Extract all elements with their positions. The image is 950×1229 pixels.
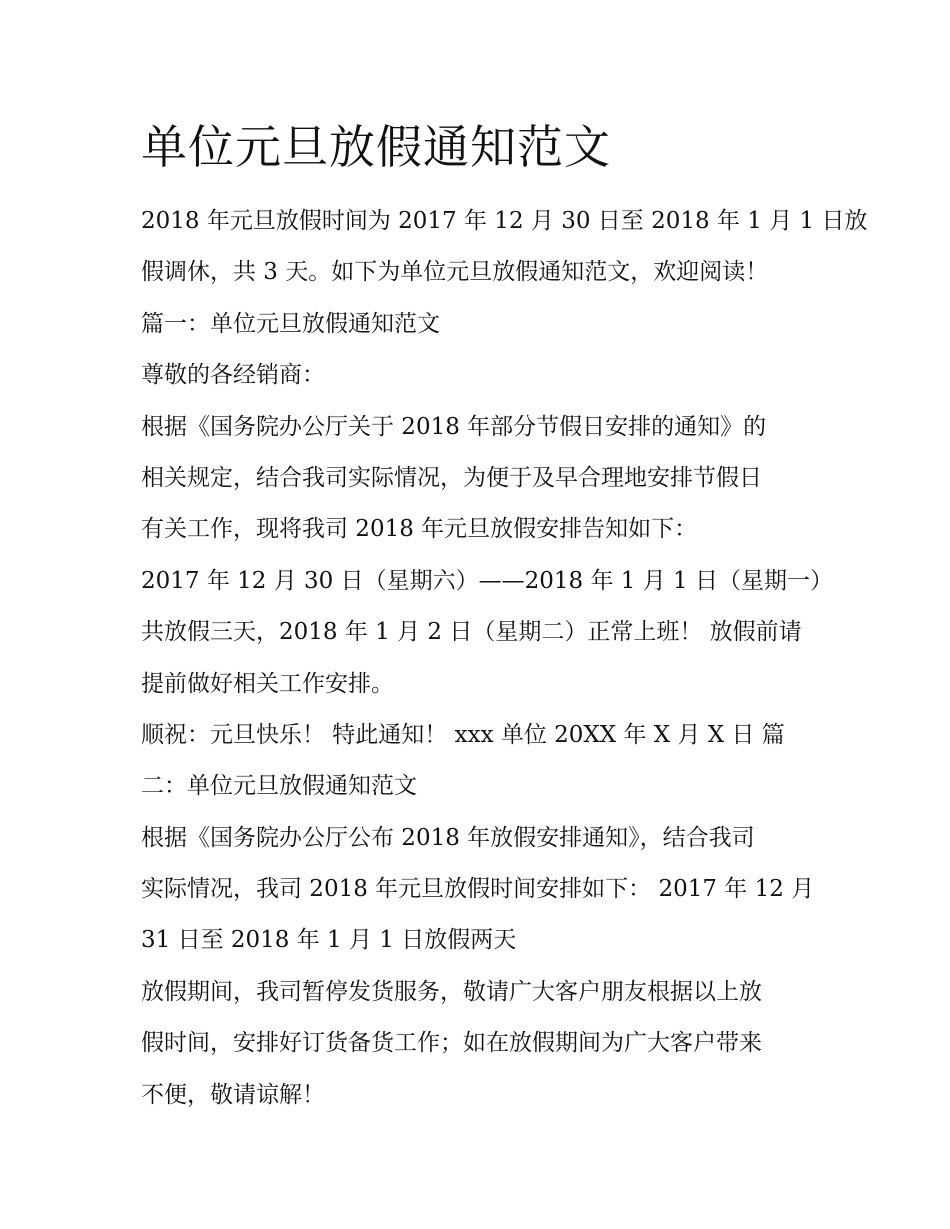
body-line: 相关规定，结合我司实际情况，为便于及早合理地安排节假日 (141, 464, 762, 491)
body-line: 根据《国务院办公厅关于 2018 年部分节假日安排的通知》的 (141, 413, 767, 440)
body-line: 放假期间，我司暂停发货服务，敬请广大客户朋友根据以上放 (141, 978, 762, 1005)
salutation: 尊敬的各经销商： (141, 362, 325, 389)
document-page (141, 112, 868, 1121)
body-line: 根据《国务院办公厅公布 2018 年放假安排通知》，结合我司 (141, 824, 755, 851)
section-heading: 篇一：单位元旦放假通知范文 (141, 310, 440, 337)
body-line: 提前做好相关工作安排。 (141, 670, 394, 697)
body-line: 假调休，共 3 天。如下为单位元旦放假通知范文，欢迎阅读！ (141, 259, 769, 286)
body-line: 共放假三天，2018 年 1 月 2 日（星期二）正常上班！ 放假前请 (141, 619, 802, 646)
body-line: 假时间，安排好订货备货工作；如在放假期间为广大客户带来 (141, 1030, 762, 1057)
document-title: 单位元旦放假通知范文 (141, 120, 611, 174)
body-line: 2017 年 12 月 30 日（星期六）——2018 年 1 月 1 日（星期一） (141, 567, 833, 594)
body-line: 2018 年元旦放假时间为 2017 年 12 月 30 日至 2018 年 1 月 1 日放 (141, 208, 868, 234)
body-line: 不便，敬请谅解！ (141, 1081, 325, 1108)
body-line: 31 日至 2018 年 1 月 1 日放假两天 (141, 927, 517, 954)
body-line: 实际情况，我司 2018 年元旦放假时间安排如下： 2017 年 12 月 (141, 876, 815, 903)
body-line: 有关工作，现将我司 2018 年元旦放假安排告知如下： (141, 516, 698, 543)
section-heading: 二：单位元旦放假通知范文 (141, 773, 417, 800)
body-line: 顺祝：元旦快乐！ 特此通知！ xxx 单位 20XX 年 X 月 X 日 篇 (141, 721, 785, 748)
